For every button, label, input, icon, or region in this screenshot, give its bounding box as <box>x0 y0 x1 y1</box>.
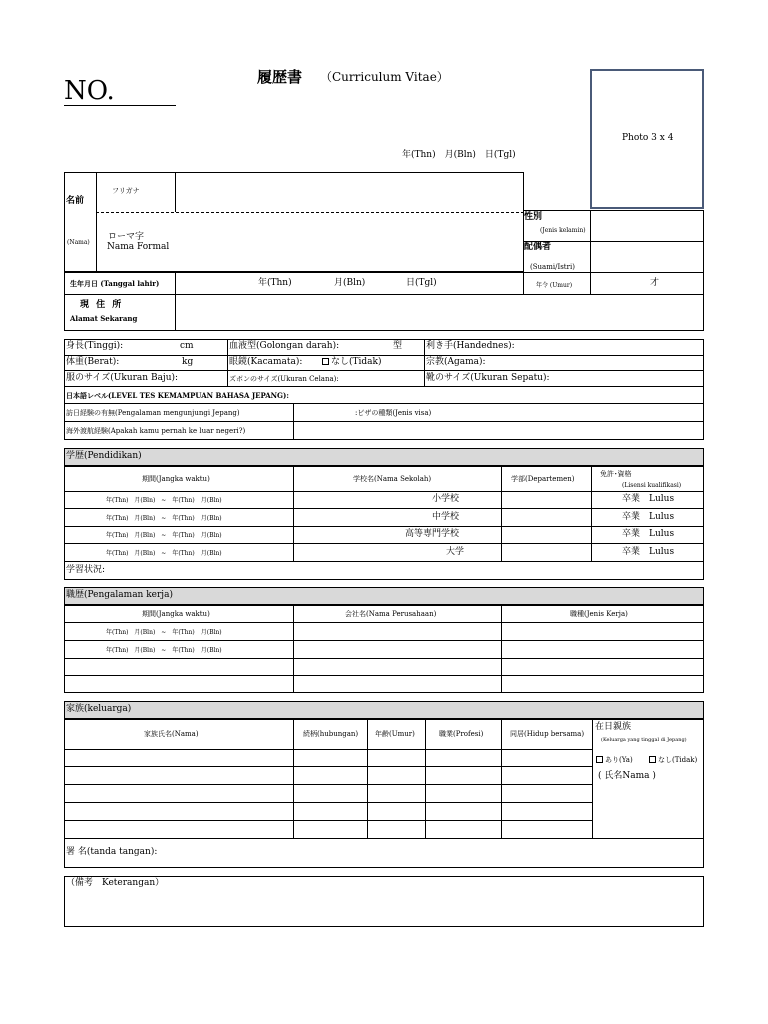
jlpt-label: 日本語レベル(LEVEL TES KEMAMPUAN BAHASA JEPANG): <box>66 391 289 400</box>
name-label: 名前 <box>66 196 85 206</box>
checkbox-icon[interactable] <box>596 756 603 763</box>
birth-day: 日(Tgl) <box>406 278 437 288</box>
family-section-header <box>64 701 704 719</box>
signature-label: 署 名(tanda tangan): <box>66 847 158 857</box>
visa-type-label: :ビザの種類(Jenis visa) <box>355 409 432 417</box>
title-en: （Curriculum Vitae） <box>320 70 449 84</box>
in-japan-yes-option[interactable]: あり(Ya) <box>596 755 633 766</box>
education-section-header <box>64 448 704 466</box>
visit-japan-label: 訪日経験の有無(Pengalaman mengunjungi Jepang) <box>66 409 240 417</box>
name-label-id: (Nama) <box>67 239 90 246</box>
work-period: 年(Thn) 月(Bln) ~ 年(Thn) 月(Bln) <box>106 629 222 636</box>
education-status: 卒業 Lulus <box>622 547 675 557</box>
height-unit: cm <box>180 341 194 351</box>
work-section-title: 職歴(Pengalaman kerja) <box>66 590 173 600</box>
weight-unit: kg <box>182 357 194 367</box>
education-col-period: 期間(Jangka waktu) <box>142 475 210 483</box>
title-jp: 履歴書 <box>257 68 303 86</box>
checkbox-icon[interactable] <box>322 358 329 365</box>
gender-label-id: (Jenis kelamin) <box>540 227 586 234</box>
education-period: 年(Thn) 月(Bln) ~ 年(Thn) 月(Bln) <box>106 550 222 557</box>
education-school: 中学校 <box>432 512 460 522</box>
number-underline <box>64 105 176 106</box>
family-section-title: 家族(keluarga) <box>66 704 132 714</box>
weight-label: 体重(Berat): <box>66 357 120 367</box>
blood-label: 血液型(Golongan darah): <box>229 341 340 351</box>
education-school: 小学校 <box>432 494 460 504</box>
education-col-school: 学校名(Nama Sekolah) <box>353 475 432 483</box>
work-col-company: 会社名(Nama Perusahaan) <box>345 610 437 618</box>
in-japan-no-option[interactable]: なし(Tidak) <box>649 755 697 766</box>
remarks-label: （備考 Keterangan） <box>66 878 165 888</box>
education-col-dept: 学部(Departemen) <box>511 475 575 483</box>
family-col-live: 同居(Hidup bersama) <box>510 730 585 738</box>
glasses-label: 眼鏡(Kacamata): <box>229 357 303 367</box>
hand-label: 利き手(Handednes): <box>426 341 515 351</box>
education-period: 年(Thn) 月(Bln) ~ 年(Thn) 月(Bln) <box>106 532 222 539</box>
shirt-label: 服のサイズ(Ukuran Baju): <box>66 373 179 383</box>
family-col-name: 家族氏名(Nama) <box>144 730 199 738</box>
spouse-label: 配偶者 <box>524 242 552 252</box>
shoes-label: 靴のサイズ(Ukuran Sepatu): <box>426 373 550 383</box>
birth-year: 年(Thn) <box>258 278 292 288</box>
glasses-none-option[interactable]: なし(Tidak) <box>322 357 382 368</box>
number-label: NO. <box>64 76 115 106</box>
education-school: 大学 <box>446 547 465 557</box>
education-status: 卒業 Lulus <box>622 529 675 539</box>
pants-label: ズボンのサイズ(Ukuran Celana): <box>229 375 339 383</box>
in-japan-label: 在日親族 <box>595 722 632 732</box>
romaji-label: ローマ字 <box>108 232 145 242</box>
address-label-id: Alamat Sekarang <box>70 314 138 323</box>
photo-label: Photo 3 x 4 <box>622 133 674 143</box>
education-status: 卒業 Lulus <box>622 512 675 522</box>
work-col-job: 職種(Jenis Kerja) <box>570 610 628 618</box>
age-label: 年令 (Umur) <box>536 282 573 289</box>
romaji-label-id: Nama Formal <box>107 242 170 252</box>
education-school: 高等専門学校 <box>405 529 460 539</box>
in-japan-label-id: (Keluarga yang tinggal di Jepang) <box>601 737 687 743</box>
family-col-age: 年齢(Umur) <box>375 730 415 738</box>
education-period: 年(Thn) 月(Bln) ~ 年(Thn) 月(Bln) <box>106 497 222 504</box>
abroad-label: 海外渡航経験(Apakah kamu pernah ke luar negeri?) <box>66 427 246 435</box>
family-col-job: 職業(Profesi) <box>439 730 484 738</box>
work-col-period: 期間(Jangka waktu) <box>142 610 210 618</box>
education-section-title: 学歴(Pendidikan) <box>66 451 142 461</box>
checkbox-icon[interactable] <box>649 756 656 763</box>
study-status-label: 学習状況: <box>66 565 106 575</box>
address-field[interactable] <box>177 296 702 329</box>
in-japan-name-field[interactable]: ( 氏名Nama ) <box>598 771 656 781</box>
height-label: 身長(Tinggi): <box>66 341 124 351</box>
family-col-relation: 続柄(hubungan) <box>303 730 359 738</box>
education-period: 年(Thn) 月(Bln) ~ 年(Thn) 月(Bln) <box>106 515 222 522</box>
birth-month: 月(Bln) <box>334 278 366 288</box>
gender-label: 性別 <box>524 212 543 222</box>
furigana-label: フリガナ <box>112 187 140 195</box>
romaji-field[interactable] <box>177 213 522 271</box>
address-label: 現 住 所 <box>80 300 124 310</box>
date-line: 年(Thn) 月(Bln) 日(Tgl) <box>402 150 516 160</box>
blood-unit: 型 <box>393 341 403 351</box>
education-col-license: 免許･資格 <box>600 470 632 478</box>
furigana-field[interactable] <box>177 173 522 211</box>
birth-label: 生年月日 (Tanggal lahir) <box>70 279 160 288</box>
work-period: 年(Thn) 月(Bln) ~ 年(Thn) 月(Bln) <box>106 647 222 654</box>
education-col-license-id: (Lisensi kualifikasi) <box>622 482 682 489</box>
spouse-label-id: (Suami/Istri) <box>530 263 575 271</box>
religion-label: 宗教(Agama): <box>426 357 486 367</box>
education-status: 卒業 Lulus <box>622 494 675 504</box>
signature-box[interactable] <box>64 838 704 868</box>
age-unit: 才 <box>650 278 660 288</box>
